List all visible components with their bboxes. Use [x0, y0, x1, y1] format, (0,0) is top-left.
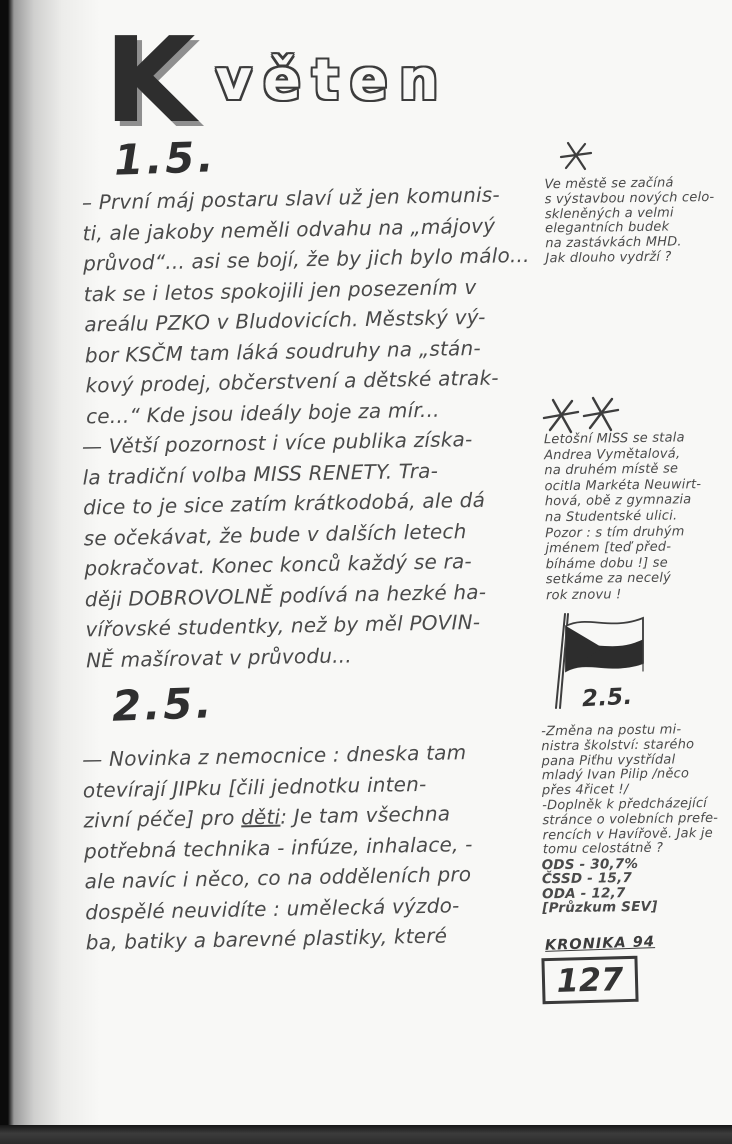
poll-results: ODS - 30,7% ČSSD - 15,7 ODA - 12,7 [Průzkum SEV] — [541, 855, 658, 917]
entry-1-paragraph-2: — Větší pozornost i více publika získa- la tradiční volba MISS RENETY. Tra- dice to je sice zatím krátkodobá, ale dá se očekávat, že bude v dalších letech pokračovat. Konec konců každý se ra- ději DOBROVOLNĚ podívá na hezké ha- vířovské studentky, než by měl POVIN- NĚ mašírovat v průvodu... — [81, 426, 487, 672]
paragraph-text: — Novinka z nemocnice : dneska tam otevírají JIPku [čili jednotku inten- zivní péče] pro — [82, 740, 467, 833]
entry-date-heading-1: 1.5. — [113, 132, 218, 185]
paragraph-text: : Je tam všechna potřebná technika - infúze, inhalace, - ale navíc i něco, co na odděleních pro dospělé neuvidíte : umělecká výzdo- ba, batiky a barevné plastiky, které — [83, 801, 473, 955]
entry-date-heading-2: 2.5. — [111, 678, 216, 731]
underlined-word: děti — [240, 804, 281, 830]
entry-1-paragraph-1: – První máj postaru slaví už jen komunis- ti, ale jakoby neměli odvahu na „májový průvod“... asi se bojí, že by jich bylo málo... tak se i letos spokojili jen posezením v areálu PZKO v Bludovicích. Městský vý- bor KSČM tam láká soudruhy na „stán- kový prodej, občerstvení a dětské atrak- ce...“ Kde jsou ideály boje za mír... — [81, 182, 530, 428]
title-initial-letter: K — [104, 11, 196, 149]
flag-date-label: 2.5. — [581, 683, 633, 713]
margin-note-miss-contest: Letošní MISS se stala Andrea Vymětalová, na druhém místě se ocitla Markéta Neuwirt- hová, obě z gymnazia na Studentské ulici. Pozor : s tím druhým jménem [teď před- bíháme dobu !] se setkáme za necelý rok znovu ! — [543, 430, 702, 604]
page-number-box — [541, 956, 638, 1004]
asterisk-icon — [558, 140, 594, 176]
scan-edge-bottom — [0, 1125, 732, 1144]
page-number: 127 — [556, 960, 624, 1000]
title-rest-text: věten — [215, 48, 450, 113]
page-title — [104, 11, 450, 149]
margin-note-minister-poll: -Změna na postu mi- nistra školství: starého pana Piťhu vystřídal mladý Ivan Pilip /něco přes 4řicet !/ -Doplněk k předcházející stránce o volebních prefe- rencích v Havířově. Jak je tomu celostátně ? — [541, 722, 719, 858]
chronicle-label: KRONIKA 94 — [544, 934, 656, 954]
entry-2-paragraph — [82, 736, 548, 958]
margin-note-mhd-shelters: Ve městě se začíná s výstavbou nových celo- skleněných a velmi elegantních budek na zastávkách MHD. Jak dlouho vydrží ? — [544, 175, 715, 267]
